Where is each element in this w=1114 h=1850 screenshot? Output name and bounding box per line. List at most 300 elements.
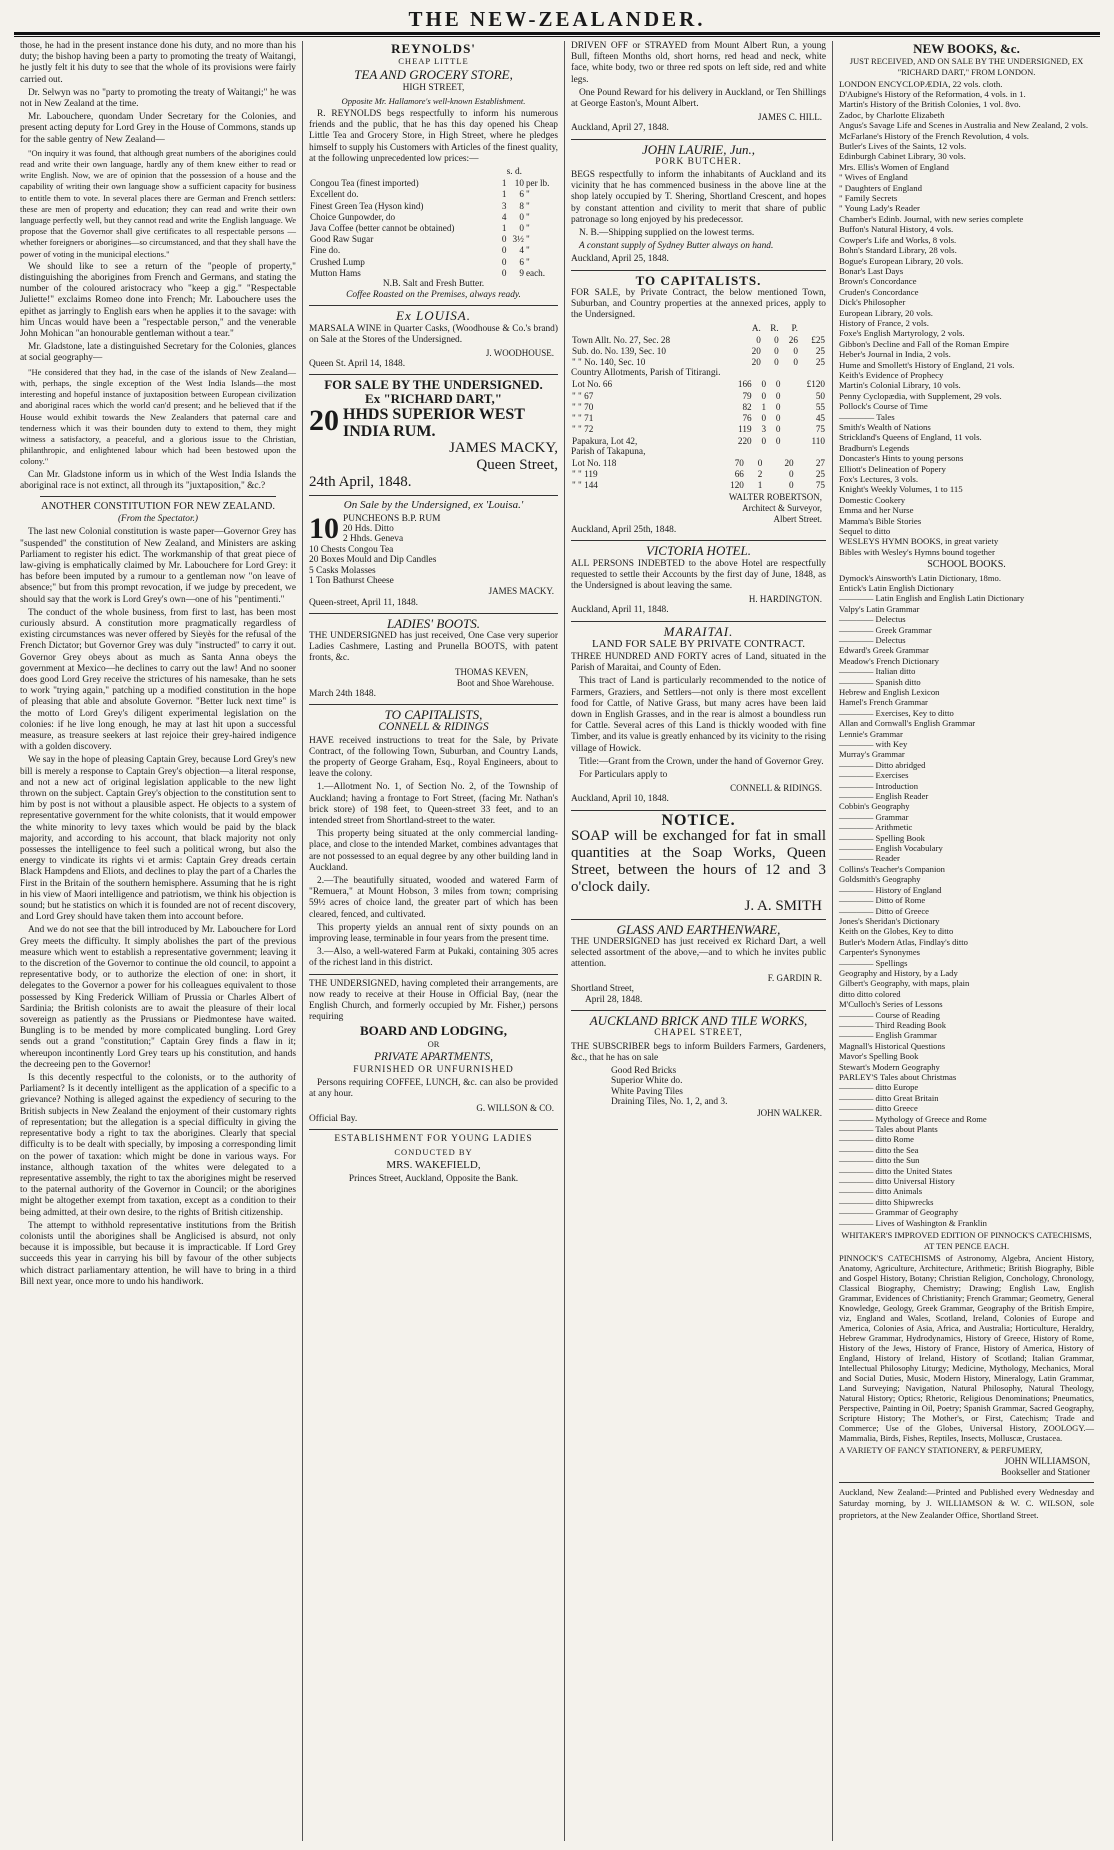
cell-a: 20 [751,345,761,356]
divider [309,974,558,975]
book-item: ———— ditto Animals [839,1186,923,1197]
item-name: Crushed Lump [310,256,365,267]
cell-label: Papakura, Lot 42, [572,435,638,446]
cell-price: 25 [815,345,825,356]
cell-price: 27 [815,457,825,468]
book-item: Bonar's Last Days [839,265,904,276]
table-header [571,323,826,334]
price-shillings: 0 [501,234,507,245]
divider [309,613,558,614]
book-item: ———— ditto Rome [839,1134,914,1145]
cell-a: 76 [742,413,752,424]
book-list [839,79,1094,558]
cell-r: 2 [757,469,763,480]
book-item: Hebrew and English Lexicon [839,686,940,697]
cell-price: 55 [815,401,825,412]
ad-item: This property yields an annual rent of sixty pounds on an improving lease, terminable in four years from the present time. [309,922,558,945]
table-row [571,480,826,491]
cell-label: " " 144 [572,480,598,491]
book-item: Penny Cyclopædia, with Supplement, 29 vols. [839,390,1002,401]
cell-a: 120 [730,480,744,491]
book-item: Knight's Weekly Volumes, 1 to 115 [839,484,963,495]
price-row [309,201,558,212]
price-unit: " [525,256,530,267]
book-item: ———— with Key [839,739,908,749]
book-item: Geography and History, by a Lady [839,967,958,978]
book-item: Gilbert's Geography, with maps, plain [839,978,970,989]
cell-price: 45 [815,413,825,424]
cell-r: 0 [761,379,767,390]
price-unit: each. [525,267,546,278]
book-item: Elliott's Delineation of Popery [839,463,946,474]
ad-ship: Ex "RICHARD DART," [365,390,502,406]
price-pence: 8 [519,200,524,211]
price-unit: " [525,200,530,211]
cell-price: 25 [815,469,825,480]
ad-boots [309,615,558,700]
paragraph: those, he had in the present instance done his duty, and no more than his duty; the bishop having been a party to promoting the treaty of Waitangi, he justly felt it his duty to see that the whole of its provisions were fairly carried out. [20,41,296,85]
book-item: Carpenter's Synonymes [839,947,921,958]
cell-a: 70 [734,457,744,468]
book-item: Keith's Evidence of Prophecy [839,369,944,380]
cell-p: 0 [793,357,798,368]
ad-rum [309,379,558,491]
book-item: ———— Ditto of Rome [839,895,926,906]
ad-signature: JOHN WALKER. [757,1107,822,1118]
cell-a: 119 [738,424,752,435]
ad-heading: NOTICE. [661,811,736,829]
ad-body: R. REYNOLDS begs respectfully to inform his numerous friends and the public, that he has this day opened his Cheap Little Tea and Grocery Store, in High Street, where he pledges himself to supply his Customers with Articles of the finest quality, at the following unprecedented low prices:— [309,109,558,164]
col-header: P. [791,323,798,334]
quote: "On inquiry it was found, that although great numbers of the aborigines could read and write their own language, hardly any of them knew either to read or write English. Now, we are of opinion that the possession of a house and the capability of writing their own language show a sufficient capacity for business to entitle them to vote. In several places there are German and French settlers: these are men of property and education; they can read and write their own language perfectly well, but they cannot read and write the English language. We propose that the Governor shall give certificates to all respectable persons —whether foreigners or aborigines—so circumstanced, and that they shall have the power of voting in the municipal elections." [20,147,296,259]
book-item: WESLEYS HYMN BOOKS, in great variety [839,536,999,547]
book-item: Edinburgh Cabinet Library, 30 vols. [839,151,966,162]
divider [40,496,276,497]
book-item: Cruden's Concordance [839,286,919,297]
article-body [20,527,296,1288]
paragraph: Can Mr. Gladstone inform us in which of the West India Islands the aboriginal race is not extinct, all through its "juxtaposition," &c.? [20,469,296,491]
col-header: R. [770,323,779,334]
cell-r: 0 [757,457,763,468]
ad-body: THE UNDERSIGNED has just received ex Richard Dart, a well selected assortment of the above,—and to which he invites public attention. [571,937,826,970]
cell-a: 66 [734,469,744,480]
ad-body: THE UNDERSIGNED, having completed their arrangements, are now ready to receive at their House in Official Bay, (near the English Church, and formerly occupied by Mr. Fisher,) persons requiring [309,978,558,1023]
book-item: Allan and Cornwall's English Grammar [839,718,976,729]
ad-heading: TEA AND GROCERY STORE, [354,67,513,83]
list-item: Superior White do. [611,1076,683,1087]
ad-item: 3.—Also, a well-watered Farm at Pukaki, containing 305 acres of the richest land in this district. [309,947,558,969]
book-item: Butler's Modern Atlas, Findlay's ditto [839,936,968,947]
ad-body: HAVE received instructions to treat for the Sale, by Private Contract, of the following Town, Suburban, and Country Lands, the property of George Graham, Esq., Royal Engineers, about to leave the colony. [309,735,558,780]
cell-label: " " 119 [572,469,598,480]
table-row [571,391,826,402]
ad-signature: Bookseller and Stationer [1001,1466,1090,1477]
book-item: ———— Delectus [839,634,906,645]
list-item: White Paving Tiles [611,1086,683,1097]
cell-r: 0 [774,334,779,345]
ad-body: FOR SALE, by Private Contract, the below mentioned Town, Suburban, and Country properties at the annexed prices, apply to the Undersigned. [571,287,826,321]
item-name: Java Coffee (better cannot be obtained) [310,223,455,234]
section-heading: WHITAKER'S IMPROVED EDITION OF PINNOCK'S CATECHISMS, AT TEN PENCE EACH. [841,1230,1092,1252]
price-row [309,268,558,279]
quantity: 10 [309,513,339,545]
divider [571,919,826,920]
book-item: Edward's Greek Grammar [839,645,929,656]
book-item: ———— Course of Reading [839,1009,940,1020]
ad-body: ALL PERSONS INDEBTED to the above Hotel are respectfully requested to settle their Accounts by the first day of June, 1848, as the Undersigned is about leaving the same. [571,558,826,591]
ad-heading: Ex LOUISA. [396,308,471,324]
ad-signature: J. A. SMITH [744,897,822,914]
ad-lot [309,514,558,587]
ad-body: THE UNDERSIGNED has just received, One Case very superior Ladies Cashmere, Lasting and Prunella BOOTS, with patent fronts, &c. [309,630,558,664]
cell-r: 1 [757,480,763,491]
item-name: Fine do. [310,245,341,256]
price-columns: s. d. [506,167,522,178]
book-item: ———— Spelling Book [839,832,925,843]
cell-p: 0 [789,480,794,491]
ad-heading: FOR SALE BY THE UNDERSIGNED. [324,377,543,393]
paragraph: The last new Colonial constitution is waste paper—Governor Grey has "suspended" the constitution of New Zealand, and Ministers are asking Parliament to register his edict. The workmanship of that great piece of law-giving is emphatically claimed by Mr. Labouchere for Lord Grey: it has before been imputed by a rumour to a gentleman now "on leave of absence;" but from this prompt revocation, if we judge by precedent, we should say that the work is Lord Grey's own—one of his "pentimenti." [20,527,296,605]
article-source: (From the Spectator.) [117,514,199,525]
ad-street: HIGH STREET, [402,82,465,93]
ad-signature: CONNELL & RIDINGS. [730,783,822,794]
book-item: ———— English Vocabulary [839,843,943,854]
book-item: Smith's Wealth of Nations [839,422,931,433]
item-name: Excellent do. [310,189,359,200]
ad-date: Auckland, April 25th, 1848. [571,525,677,536]
price-unit: " [525,234,530,245]
ad-notice-soap [571,811,826,915]
divider [309,495,558,496]
book-item: " Young Lady's Reader [839,203,920,214]
price-row [309,178,558,189]
price-row [309,245,558,256]
book-item: ———— ditto Great Britain [839,1092,939,1103]
paragraph: The conduct of the whole business, from first to last, has been most curiously absurd. A constitution more pragmatically regardless of existing circumstances was never offered by Sieyès for the refusal of the French Dictator; but Governor Grey was duly "instructed" to carry it out. Governor Grey obeys about as much as Santa Anna obeys the government at Mexico—he declines to carry out the law! And no sooner does good Lord Grey receive the strictures of his namesake, than he sets to work "trying again," patching up a modified constitution in the hope of pleasing that able and absolute Governor. "Better luck next time" is the motto of Lord Grey's diligent experimental legislation on the colonies: if he live long enough, he may at last hit upon a successful measure, as treasure seekers at last rejoice their grey-haired indigence with a golden discovery. [20,607,296,753]
ad-heading: TO CAPITALISTS, [384,707,483,723]
ad-name: MRS. WAKEFIELD, [386,1159,481,1172]
book-item: ———— ditto Universal History [839,1176,955,1187]
ad-heading: REYNOLDS' [391,41,476,56]
ad-heading: JOHN LAURIE, Jun., [641,141,755,157]
column-4 [832,41,1100,1841]
table-row [571,357,826,368]
book-item: Hamel's French Grammar [839,697,928,708]
divider [309,1129,558,1130]
price-unit: " [525,189,530,200]
book-item: ———— ditto the Sun [839,1155,920,1166]
ad-date: Auckland, April 11, 1848. [571,605,669,616]
book-item: ———— Grammar [839,811,909,822]
book-item: Gibbon's Decline and Fall of the Roman Empire [839,338,1009,349]
divider [309,305,558,306]
paragraph: The attempt to withhold representative institutions from the British colonists until the aborigines shall be Anglicised is absurd, not only because it is impossible, but because it is impracticable. If Lord Grey succeeds this year in carrying his bill by favour of the other subjects which distract parliamentary attention, he will have to bring in a third Bill next year, once more to undo his handiwork. [20,1220,296,1287]
ad-bull [571,41,826,135]
ad-brick-works [571,1015,826,1119]
ad-heading: NEW BOOKS, &c. [913,41,1020,56]
cell-r: 0 [761,390,767,401]
columns [14,41,1100,1841]
ad-location: Opposite Mr. Hallamore's well-known Establishment. [341,95,526,106]
ad-capitalists-robertson [571,272,826,537]
ad-maraitai [571,623,826,806]
table-row [571,458,826,469]
book-item: Cowper's Life and Works, 8 vols. [839,234,957,245]
book-item: ———— Spanish ditto [839,676,921,687]
paragraph: Is this decently respectful to the colonists, or to the authority of Parliament? Is it decently intelligent as the application of a specific to a grievance? Nothing is alleged against the expediency of securing to the British subjects in New Zealand the enjoyment of their customary rights of representation; but the allegation is a special difficulty in giving the representative body a right to tax the aborigines. Clearly that special difficulty is to be dealt with specially, by imposing a corresponding limit on the power of taxation: which might be done in various ways. For instance, although taxation of the whites were delegated to a representative assembly, the right to tax the aborigines might be reserved to the paternal authority of the Governor in Council; or the aborigines might be altogether exempt from taxation, except as a condition to their being admitted, at their own desire, to the rights of British citizenship. [20,1073,296,1218]
cell-r: 0 [774,345,779,356]
ad-heading: VICTORIA HOTEL. [646,543,751,559]
cell-r: 3 [761,424,767,435]
table-row [571,402,826,413]
book-item: Stewart's Modern Geography [839,1061,940,1072]
price-pence: 9 [519,267,524,278]
list-item: 5 Casks Molasses [309,565,376,576]
ad-signature: J. WOODHOUSE. [485,348,554,359]
book-item: D'Aubigne's History of the Reformation, 4 vols. in 1. [839,89,1026,100]
book-item: Keith on the Globes, Key to ditto [839,926,954,937]
price-pence: 3½ [512,234,524,245]
book-item: ———— Reader [839,853,900,864]
price-shillings: 4 [501,211,507,222]
book-item: Butler's Lives of the Saints, 12 vols. [839,141,967,152]
ad-date: 24th April, 1848. [309,474,412,491]
ad-louisa [309,310,558,370]
ad-heading: PRIVATE APARTMENTS, [373,1050,494,1063]
ad-date: Queen St. April 14, 1848. [309,359,406,370]
ad-signature: Boot and Shoe Warehouse. [456,677,554,688]
school-book-list [839,573,1094,1229]
list-item: Good Red Bricks [611,1066,677,1077]
book-item: European Library, 20 vols. [839,307,933,318]
ad-note: N. B.—Shipping supplied on the lowest terms. [579,228,755,239]
ad-item: 1.—Allotment No. 1, of Section No. 2, of the Township of Auckland; having a frontage to Fort Street, (facing Mr. Nathan's brick store) of 198 feet, to Queen-street 33 feet, and to an intended street from Shortland-street to the water. [309,782,558,826]
divider [571,270,826,271]
ad-heading: GLASS AND EARTHENWARE, [616,921,781,937]
book-item: Valpy's Latin Grammar [839,603,920,614]
divider [571,810,826,811]
book-item: Jones's Sheridan's Dictionary [839,915,940,926]
cell-price: 75 [815,480,825,491]
table-row [571,379,826,390]
book-item: Foxe's English Martyrology, 2 vols. [839,328,965,339]
price-shillings: 1 [501,178,507,189]
price-unit: " [525,211,530,222]
table-row [571,436,826,447]
cell-label: " " 67 [572,390,594,401]
ad-note: A constant supply of Sydney Butter always on hand. [579,241,774,252]
ad-body: MARSALA WINE in Quarter Casks, (Woodhouse & Co.'s brand) on Sale at the Stores of the Undersigned. [309,323,558,345]
ad-signature: WALTER ROBERTSON, [728,491,822,502]
cell-label: " " 71 [572,413,594,424]
paragraph: We say in the hope of pleasing Captain Grey, because Lord Grey's new bill is merely a response to Captain Grey's objection—a literal response, and not a new act of original legislation applicable to the new light thrown on the subject. Captain Grey's objection to the constitution sent to him by post is not without a plausible aspect. He objects to a system of representative government for the white colonists, that it would empower the white minority to levy taxes which would be paid by the black majority, and according to his account, that black majority not only possesses the intelligence to feel such a political wrong, but also the energy to vindicate its rights vi et armis: Captain Grey dreads certain Black Hampdens and Eliots, and declines to play the part of a Charles the First in the Britain of the southern hemisphere. Assuming that he is right in his view of Maori intelligence and patriotism, we think his objection is sound; but he statistics on which it is founded are not of recent discovery, and Lord Grey should have taken them into account before. [20,755,296,923]
list-item: 1 Ton Bathurst Cheese [309,575,394,586]
ad-capitalists-connell [309,709,558,969]
book-item: Bohn's Standard Library, 28 vols. [839,245,957,256]
book-item: Chamber's Edinb. Journal, with new series complete [839,213,1024,224]
cell-p: 0 [775,435,781,446]
price-row [309,212,558,223]
book-item: Buffon's Natural History, 4 vols. [839,224,954,235]
cell-label: Sub. do. No. 139, Sec. 10 [572,345,666,356]
divider [309,704,558,705]
ad-body: DRIVEN OFF or STRAYED from Mount Albert Run, a young Bull, fifteen Months old, short horns, red head and neck, white face, white body, two or three red spots on left side, red and white legs. [571,41,826,85]
table-subheading: Parish of Takapuna, [571,446,646,457]
ad-heading: MARAITAI. [663,623,734,639]
cell-price: 110 [811,435,825,446]
ad-reynolds [309,43,558,301]
ad-signature: JAMES MACKY. [488,586,554,597]
ad-body: For Particulars apply to [579,769,668,780]
book-item: " Daughters of England [839,182,922,193]
cell-a: 82 [742,401,752,412]
ad-signature: THOMAS KEVEN, [455,666,528,677]
book-item: ———— Grammar of Geography [839,1207,959,1218]
divider [571,540,826,541]
book-item: ———— Exercises [839,770,909,781]
ad-address: Princes Street, Auckland, Opposite the Bank. [348,1173,519,1184]
price-shillings: 0 [501,245,507,256]
paragraph: Mr. Labouchere, quondam Under Secretary for the Colonies, and present acting deputy for Lord Grey in the House of Commons, stands up for the sable gentry of New Zealand— [20,112,296,145]
item-name: Choice Gunpowder, do [310,211,396,222]
book-item: History of France, 2 vols. [839,317,929,328]
land-table [571,458,826,492]
book-item: Angus's Savage Life and Scenes in Australia and New Zealand, 2 vols. [839,120,1089,131]
list-item: 20 Boxes Mould and Dip Candles [309,555,437,566]
cell-a: 79 [742,390,752,401]
ad-heading: TO CAPITALISTS. [635,272,762,288]
price-row [309,223,558,234]
quantity: 20 [309,405,339,437]
ad-body: Persons requiring COFFEE, LUNCH, &c. can also be provided at any hour. [309,1078,558,1100]
book-item: Emma and her Nurse [839,505,914,516]
masthead-rule-thin [14,36,1100,37]
ad-date: Auckland, April 27, 1848. [571,123,669,134]
ad-lot [309,406,558,440]
list-item: Draining Tiles, No. 1, 2, and 3. [611,1097,728,1108]
book-item: ———— ditto Greece [839,1103,918,1114]
book-item: ———— English Reader [839,791,929,802]
cell-r: 0 [774,357,779,368]
ad-subheading: LAND FOR SALE BY PRIVATE CONTRACT. [591,637,806,650]
book-item: ———— Introduction [839,780,919,791]
catechism-list: PINNOCK'S CATECHISMS of Astronomy, Algebra, Ancient History, Anatomy, Agriculture, Architecture, Arithmetic; British Biography, Bible and Gospel History, Botany; Christian Religion, Conchology, Chronology, Classical Biography, Chemistry; Drawing; English Law, English Grammar, Evidences of Christianity; French Grammar; Geometry, General Knowledge, Geology, Greek Grammar, Geography of the British Empire, viz, England and Wales, Scotland, Ireland, Colonies of Europe and America, Colonies of Asia, Africa, and Australia; Horticulture, Heraldry, Hebrew Grammar, Hydrodynamics, History of Greece, History of Rome, History of the Jews, History of France, History of America, History of England, History of Ireland, History of Scotland; Italian Grammar, Intellectual Philosophy Liturgy; Medicine, Mythology, Mechanics, Moral and Social Duties, Music, Modern History, Mineralogy, Latin Grammar, Land Surveying; Navigation, Natural Philosophy, Natural Theology, Natural History; Optics; Rhetoric, Religious Denominations; Pneumatics, Perspective, Painting in Oil, Poetry; Spanish Grammar, Sacred Geography, Scripture History; The Mother's, or First, Catechism; Trade and Commerce; Use of the Globes, Universal History, ZOOLOGY.—Mammalia, Birds, Fishes, Reptiles, Insects, Molluscæ, Crustacea. [839,1252,1094,1443]
ad-subheading: CHAPEL STREET, [654,1028,743,1039]
book-item: Bibles with Wesley's Hymns bound together [839,546,995,557]
book-item: McFarlane's History of the French Revolution, 4 vols. [839,130,1029,141]
ad-heading: LADIES' BOOTS. [386,615,481,631]
cell-p: 0 [793,345,798,356]
book-item: Cobbin's Geography [839,801,910,812]
book-item: Domestic Cookery [839,494,906,505]
table-row [571,346,826,357]
cell-a: 0 [756,334,761,345]
col-header: A. [751,323,761,334]
book-item: ———— English Grammar [839,1030,937,1041]
cell-price: 75 [815,424,825,435]
cell-price: 25 [815,357,825,368]
book-item: ———— Latin English and English Latin Dictionary [839,593,1025,604]
book-item: Mrs. Ellis's Women of England [839,161,949,172]
ad-date: April 28, 1848. [585,995,643,1006]
column-1 [14,41,302,1841]
book-item: Dymock's Ainsworth's Latin Dictionary, 18mo. [839,572,1001,583]
book-item: ———— ditto the United States [839,1165,953,1176]
cell-p: 0 [775,401,781,412]
price-row [309,234,558,245]
price-shillings: 0 [501,256,507,267]
price-row [309,189,558,200]
book-item: M'Culloch's Series of Lessons [839,999,943,1010]
ad-heading: AUCKLAND BRICK AND TILE WORKS, [589,1013,808,1029]
ad-date: Auckland, April 25, 1848. [571,254,669,265]
book-item: ———— ditto the Sea [839,1144,919,1155]
book-item: Strickland's Queens of England, 11 vols. [839,432,982,443]
ad-signature: JAMES MACKY, [449,440,558,457]
item-name: Finest Green Tea (Hyson kind) [310,200,424,211]
paragraph: Dr. Selwyn was no "party to promoting the treaty of Waitangi;" he was not in New Zealand at the time. [20,87,296,110]
ad-laurie [571,141,826,266]
paragraph: We should like to see a return of the "people of property," distinguishing the aborigines from French and Germans, and stating the number of the coloured aristocracy who "keep a gig." "Respectable Juliette!" exclaims Romeo done into French; Mr. Labouchere uses the epithet as jarringly to English ears when he applies it to the savage: with him Uncas would have been a "respectable person," and the venerable John Mohican "an honourable gentleman without a tear." [20,261,296,340]
book-item: Doncaster's Hints to young persons [839,453,964,464]
book-item: ———— Spellings [839,957,908,968]
paragraph: And we do not see that the bill introduced by Mr. Labouchere for Lord Grey meets the difficulty. It simply abolishes the part of the previous measure which went to establish a representative government; leaving it to the discretion of the Governor to continue the old council, to appoint a representative body, or to authorize the election of one: in short, it delegates to the Governor a power for his colleagues equivalent to those possessed by King Frederick William of Prussia or Charles Albert of Sardinia; the British colonists are to await the pleasure of their local sovereign as patiently as the Prussians or Piedmontese have waited. Bungling is to be mended by more complicated bungling. Lord Grey sends out a grand "constitution;" Captain Grey finds a flaw in it; whereupon incontinently Lord Grey tears up his constitution, and hands the decreeing pen to the Governor! [20,925,296,1070]
ad-signature: F. GARDIN R. [767,972,822,983]
cell-r: 1 [761,401,767,412]
price-shillings: 3 [501,200,507,211]
book-item: Goldsmith's Geography [839,874,921,885]
book-item: ———— ditto Europe [839,1082,919,1093]
cell-a: 166 [737,379,752,390]
book-item: Pollock's Course of Time [839,401,928,412]
ad-subheading: CONDUCTED BY [394,1147,473,1158]
ad-date: March 24th 1848. [309,688,376,699]
article-continued [20,41,296,492]
ad-board [309,979,558,1125]
list-item: 2 Hhds. Geneva [343,534,404,545]
book-item: Heber's Journal in India, 2 vols. [839,349,951,360]
cell-r: 0 [761,413,767,424]
price-table [309,178,558,279]
cell-label: Town Allt. No. 27, Sec. 28 [572,334,671,345]
book-item: ditto ditto colored [839,988,901,999]
ad-date: Shortland Street, [571,983,635,994]
ad-body: THREE HUNDRED AND FORTY acres of Land, situated in the Parish of Maraitai, and County of Eden. [571,651,826,674]
masthead: THE NEW-ZEALANDER. [408,7,706,31]
ad-subheading: CONNELL & RIDINGS [378,721,489,734]
book-item: Collins's Teacher's Companion [839,863,945,874]
ad-product: HHDS SUPERIOR WEST INDIA RUM. [343,405,525,441]
ad-heading: ESTABLISHMENT FOR YOUNG LADIES [334,1134,533,1145]
quote: "He considered that they had, in the case of the islands of New Zealand—with, perhaps, the single exception of the West India Islands—the most interesting and hopeful instance of juxtaposition between European civilization and aboriginal races which the world can'd present; and he believed that if the House would exhibit towards the New Zealanders that paternal care and tenderness which it was their bounden duty to extend to them, they might witness a satisfactory, a peaceful, and a glorious issue to the Christian, philanthropic, and enlightened labour which had been bestowed upon the colony." [20,366,296,467]
ad-victoria-hotel [571,545,826,616]
price-row [309,257,558,268]
cell-a: 20 [751,357,761,368]
price-pence: 6 [519,256,524,267]
book-item: Bogue's European Library, 20 vols. [839,255,964,266]
book-item: ———— History of England [839,884,942,895]
book-item: ———— Delectus [839,614,906,625]
divider [571,1010,826,1011]
ad-subheading: FURNISHED OR UNFURNISHED [353,1065,514,1076]
book-item: ———— Third Reading Book [839,1019,947,1030]
ad-note: N.B. Salt and Fresh Butter. [382,279,485,290]
table-subheading: Country Allotments, Parish of Titirangi. [571,368,721,379]
ad-subheading: CHEAP LITTLE [398,56,469,67]
book-item: ———— Tales [839,411,895,422]
price-pence: 0 [519,223,524,234]
cell-p: 0 [775,390,781,401]
